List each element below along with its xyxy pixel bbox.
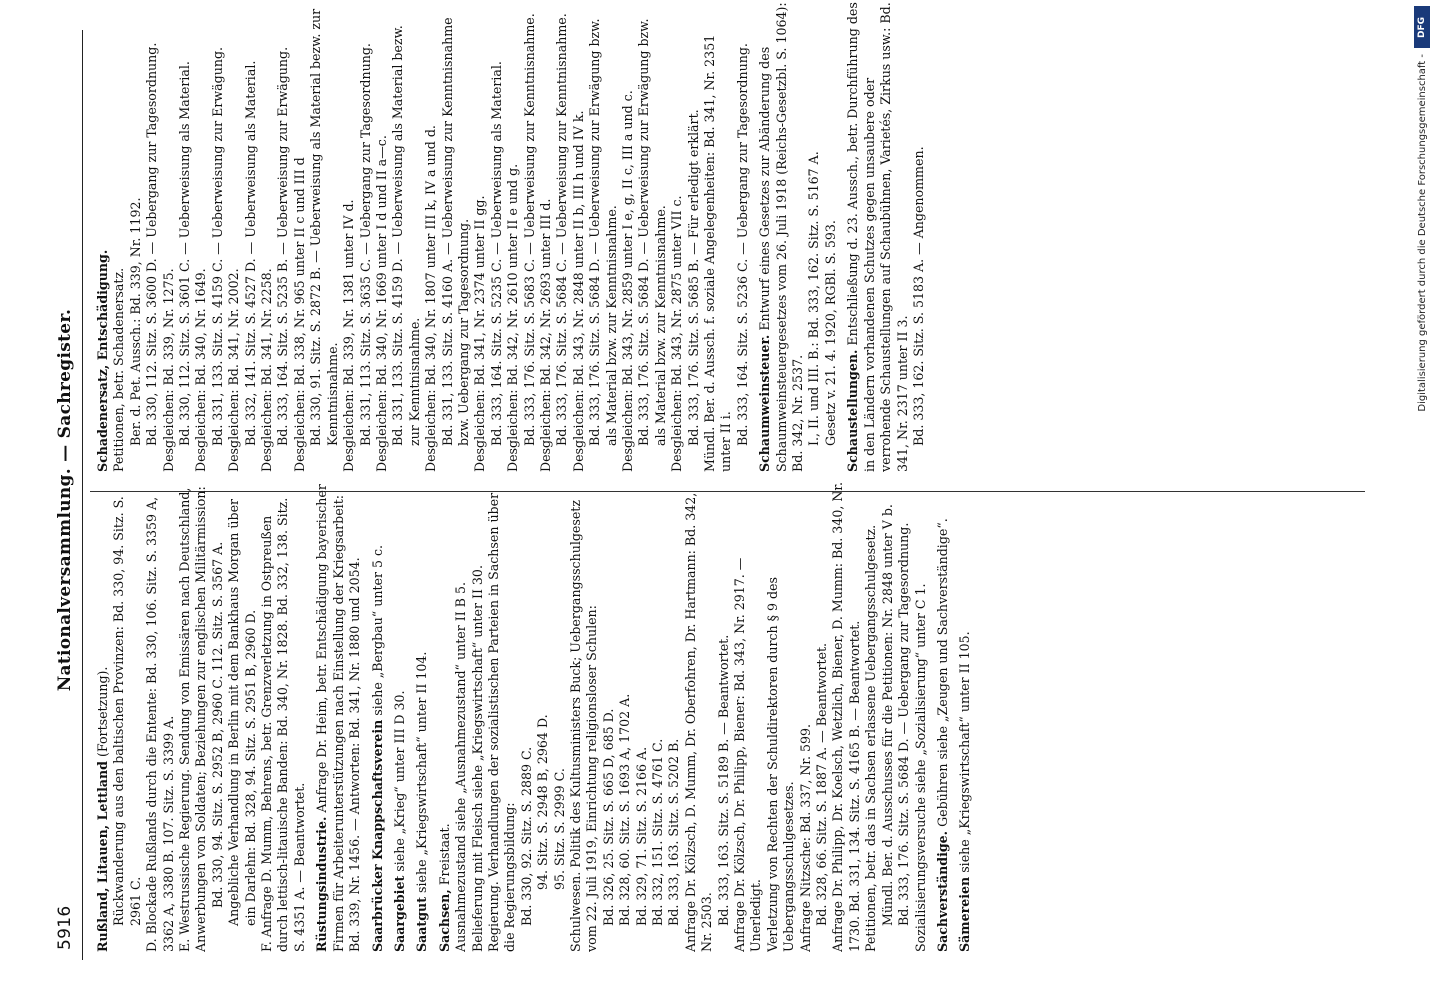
entry-subline: Bd. 333, 176. Sitz. S. 5684 D. — Ueberweisung zur Erwägung bzw. als Material bzw. zur Kenntnisnahme. xyxy=(587,18,619,446)
entry-subline: Desgleichen: Bd. 341, Nr. 2258. xyxy=(259,268,275,472)
entry-keyword: Saarbrücker Knappschaftsverein xyxy=(369,719,385,952)
entry-subline: Desgleichen: Bd. 339, Nr. 1381 unter IV d. xyxy=(341,199,357,472)
entry-text: siehe „Bergbau“ unter 5 c. xyxy=(369,544,385,720)
entry-subline: Bd. 333, 162. Sitz. S. 5183 A. — Angenommen. xyxy=(910,146,926,446)
entry-subline: Rückwanderung aus den baltischen Provinzen: Bd. 330, 94. Sitz. S. 2961 C. xyxy=(111,496,143,926)
entry-subline: Bd. 333, 176. Sitz. S. 5685 B. — Für erledigt erklärt. xyxy=(685,109,701,446)
index-entry xyxy=(95,2,751,472)
entry-subline: Bd. 333, 163. Sitz. S. 5189 B. — Beantwortet. xyxy=(715,634,731,926)
entry-keyword: Schaumweinsteuer. xyxy=(757,334,773,472)
entry-subline: Anfrage Dr. Kölzsch, D. Mumm, Dr. Oberfohren, Dr. Hartmann: Bd. 342, Nr. 2503. xyxy=(682,492,715,952)
entry-text: (Fortsetzung). xyxy=(95,666,110,761)
entry-subline: Bd. 332, 141. Sitz. S. 4527 D. — Ueberweisung als Material. xyxy=(242,60,258,446)
entry-text: siehe „Krieg“ unter III D 30. xyxy=(391,690,407,876)
left-column xyxy=(95,482,1380,952)
index-entry xyxy=(757,2,839,472)
entry-text: siehe „Kriegswirtschaft“ unter II 104. xyxy=(414,651,430,897)
entry-subline: Desgleichen: Bd. 340, Nr. 1649. xyxy=(193,268,209,472)
entry-headline xyxy=(392,482,408,952)
entry-subline: Bd. 333, 164. Sitz. S. 5235 B. — Ueberweisung zur Erwägung. xyxy=(275,46,291,446)
entry-subline: Mündl. Ber. d. Aussch. f. soziale Angelegenheiten: Bd. 341, Nr. 2351 unter II i. xyxy=(702,34,734,472)
entry-subline: Anfrage Nitzsche: Bd. 337, Nr. 599. xyxy=(797,723,813,952)
index-entry xyxy=(935,482,951,952)
entry-headline xyxy=(845,2,911,472)
entry-subline: Petitionen, betr. das in Sachsen erlassene Uebergangsschulgesetz. xyxy=(863,524,879,952)
entry-subline: Bd. 328, 60. Sitz. S. 1693 A, 1702 A. xyxy=(617,693,633,926)
entry-subline: Desgleichen: Bd. 342, Nr. 2610 unter II e und g. xyxy=(505,163,521,472)
entry-subline: Bd. 331, 133. Sitz. S. 4159 D. — Ueberweisung als Material bezw. zur Kenntnisnahme. xyxy=(390,25,422,446)
index-entry xyxy=(95,482,308,952)
entry-headline xyxy=(757,2,806,472)
entry-subline: Petitionen, betr. Schadenersatz. xyxy=(111,267,127,472)
entry-subline: Regierung. Verhandlungen der sozialistischen Parteien in Sachsen über die Regierungsbildung: xyxy=(485,492,518,952)
entry-subline: Bd. 332, 151. Sitz. S. 4761 C. xyxy=(650,738,665,926)
entry-subline: Desgleichen: Bd. 343, Nr. 2875 unter VII c. xyxy=(669,195,685,472)
entry-subline: Angebliche Verhandlung in Berlin mit dem Bankhaus Morgan über ein Darlehn: Bd. 328, 94. Sitz. S. 2951 B, 2960 D. xyxy=(226,498,258,926)
entry-subline: Bd. 329, 71. Sitz. S. 2166 A. xyxy=(633,746,649,926)
entry-subline: 94. Sitz. S. 2948 B, 2964 D. xyxy=(535,714,551,890)
entry-subline: D. Blockade Rußlands durch die Entente: Bd. 330, 106. Sitz. S. 3359 A, 3362 A, 3380 B. 107. Sitz. S. 3399 A. xyxy=(144,496,176,952)
entry-subline: Desgleichen: Bd. 343, Nr. 2848 unter II b, III h und IV k. xyxy=(570,110,586,472)
index-entry xyxy=(314,482,363,952)
entry-subline: Bd. 330, 92. Sitz. S. 2889 C. xyxy=(518,746,534,926)
entry-keyword: Schadenersatz, Entschädigung. xyxy=(95,249,110,472)
entry-subline: Schulwesen. Politik des Kultusministers Buck; Uebergangsschulgesetz vom 22. Juli 1919, Einrichtung religionsloser Schulen: xyxy=(567,500,600,952)
entry-text: Anfrage Dr. Heim, betr. Entschädigung bayerischer Firmen für Arbeiterunterstützungen nach Einstellung der Kriegsarbeit: Bd. 339, Nr. 1456. — Antworten: Bd. 341, Nr. 1880 und 2054. xyxy=(314,484,363,952)
entry-subline: Bd. 333, 176. Sitz. S. 5683 C. — Ueberweisung zur Kenntnisnahme. xyxy=(521,13,537,446)
entry-keyword: Sachverständige. xyxy=(934,830,950,952)
entry-subline: Desgleichen: Bd. 342, Nr. 2693 unter III d. xyxy=(537,198,553,472)
index-entry xyxy=(437,482,929,952)
entry-headline xyxy=(414,482,430,952)
entry-subline: Desgleichen: Bd. 343, Nr. 2859 unter I e, g, II c, III a und c. xyxy=(620,90,635,472)
index-entry xyxy=(414,482,430,952)
entry-subline: Bd. 330, 94. Sitz. S. 2952 B, 2960 C. 112. Sitz. S. 3567 A. xyxy=(209,541,225,908)
header-rule xyxy=(82,30,83,960)
entry-keyword: Sämereien xyxy=(957,876,973,952)
entry-subline: Anfrage Dr. Philipp, Dr. Koelsch, Wetzlich, Biener, D. Mumm: Bd. 340, Nr. 1730. Bd. 331, 134. Sitz. S. 4165 B. — Beantwortet. xyxy=(830,482,862,952)
entry-headline xyxy=(935,482,951,952)
entry-subline: Bd. 331, 133. Sitz. S. 4160 A. — Ueberweisung zur Kenntnisnahme bzw. Uebergang zur Tagesordnung. xyxy=(439,17,471,446)
running-header xyxy=(55,30,85,970)
entry-subline: I., II. und III. B.: Bd. 333, 162. Sitz. S. 5167 A. xyxy=(806,151,822,446)
entry-headline xyxy=(437,482,453,952)
entry-keyword: Rüstungsindustrie. xyxy=(314,816,330,952)
digitization-credit xyxy=(1412,6,1430,996)
entry-subline: Bd. 333, 176. Sitz. S. 5684 D. — Ueberweisung zur Erwägung bzw. als Material bzw. zur Kenntnisnahme. xyxy=(636,18,668,446)
entry-text: siehe „Kriegswirtschaft“ unter II 105. xyxy=(957,631,973,877)
entry-subline: Ber. d. Pet. Aussch.: Bd. 339, Nr. 1192. xyxy=(127,197,143,446)
dfg-logo: DFG xyxy=(1414,6,1430,48)
entry-subline: E. Westrussische Regierung. Sendung von Emissären nach Deutschland, Anwerbungen von Soldaten; Beziehungen zur englischen Militärmission: xyxy=(177,486,209,952)
entry-subline: Bd. 333, 163. Sitz. S. 5202 B. xyxy=(666,738,682,926)
index-entry xyxy=(370,482,386,952)
entry-subline: Bd. 330, 112. Sitz. S. 3600 D. — Uebergang zur Tagesordnung. xyxy=(144,42,160,446)
entry-subline: Ausnahmezustand siehe „Ausnahmezustand“ unter II B 5. xyxy=(453,582,469,952)
entry-subline: Mündl. Ber. d. Ausschusses für die Petitionen: Nr. 2848 unter V b. xyxy=(879,504,895,926)
entry-subline: Bd. 331, 113. Sitz. S. 3635 C. — Uebergang zur Tagesordnung. xyxy=(357,43,373,446)
entry-subline: Gesetz v. 21. 4. 1920, RGBl. S. 593. xyxy=(822,220,838,446)
entry-subline: Desgleichen: Bd. 341, Nr. 2374 unter II gg. xyxy=(472,195,488,472)
entry-text: Freistaat. xyxy=(436,823,452,890)
index-entry xyxy=(845,2,927,472)
entry-keyword: Schaustellungen. xyxy=(845,349,861,472)
entry-subline: Bd. 326, 25. Sitz. S. 665 D, 685 D. xyxy=(600,708,616,926)
entry-keyword: Rußland, Litauen, Lettland xyxy=(95,761,110,952)
entry-headline xyxy=(314,482,363,952)
entry-subline: Desgleichen: Bd. 338, Nr. 965 unter II c und III d xyxy=(291,157,307,472)
entry-subline: Desgleichen: Bd. 340, Nr. 1669 unter I d und II a—c. xyxy=(373,135,389,472)
entry-headline xyxy=(95,482,111,952)
entry-subline: F. Anfrage D. Mumm, Behrens, betr. Grenzverletzung in Ostpreußen durch lettisch-litauische Banden: Bd. 340, Nr. 1828. Bd. 332, 138. Sitz. S. 4351 A. — Beantwortet. xyxy=(259,497,307,952)
page-title: Nationalversammlung. — Sachregister. xyxy=(55,308,75,692)
entry-subline: Desgleichen: Bd. 340, Nr. 1807 unter III k, IV a und d. xyxy=(423,125,439,472)
entry-subline: Sozialisierungsversuche siehe „Sozialisierung“ unter C 1. xyxy=(912,583,928,952)
entry-subline: Bd. 328, 66. Sitz. S. 1887 A. — Beantwortet. xyxy=(814,642,830,926)
entry-subline: Bd. 333, 176. Sitz. S. 5684 D. — Uebergang zur Tagesordnung. xyxy=(896,522,912,926)
entry-keyword: Saargebiet xyxy=(391,875,407,952)
credit-text: Digitalisierung gefördert durch die Deutsche Forschungsgemeinschaft - xyxy=(1417,54,1428,412)
entry-text: Gebühren siehe „Zeugen und Sachverständige“. xyxy=(934,518,950,831)
entry-headline xyxy=(370,482,386,952)
index-entry xyxy=(957,482,973,952)
page-number: 5916 xyxy=(55,905,75,950)
entry-subline: Bd. 333, 176. Sitz. S. 5684 C. — Ueberweisung zur Kenntnisnahme. xyxy=(554,13,570,446)
entry-text: Entschließung d. 23. Aussch., betr. Durchführung des in den Ländern vorhandenen Schutzes gegen unsaubere oder verrohende Schaustellungen auf Schaubühnen, Varietés, Zirkus usw.: Bd. 341, Nr. 2317 unter II 3. xyxy=(845,2,910,472)
entry-subline: Anfrage Dr. Kölzsch, Dr. Philipp, Biener: Bd. 343, Nr. 2917. — Unerledigt. xyxy=(732,557,764,952)
entry-subline: Desgleichen: Bd. 341, Nr. 2002. xyxy=(226,268,242,472)
right-column xyxy=(95,2,1380,472)
index-entry xyxy=(392,482,408,952)
entry-subline: 95. Sitz. S. 2999 C. xyxy=(551,768,567,890)
entry-headline xyxy=(95,2,111,472)
entry-subline: Bd. 330, 91. Sitz. S. 2872 B. — Ueberweisung als Material bezw. zur Kenntnisnahme. xyxy=(308,8,340,446)
entry-subline: Belieferung mit Fleisch siehe „Kriegswirtschaft“ unter II 30. xyxy=(469,565,485,952)
entry-keyword: Sachsen, xyxy=(436,889,452,952)
entry-text: Entwurf eines Gesetzes zur Abänderung des Schaumweinsteuergesetzes vom 26. Juli 1918 (Reichs-Gesetzbl. S. 1064): Bd. 342, Nr. 2537. xyxy=(757,2,806,472)
entry-keyword: Saatgut xyxy=(414,896,430,952)
entry-subline: Bd. 331, 133. Sitz. S. 4159 C. — Ueberweisung zur Erwägung. xyxy=(209,46,225,446)
entry-subline: Bd. 330, 112. Sitz. S. 3601 C. — Ueberweisung als Material. xyxy=(177,61,193,446)
entry-subline: Bd. 333, 164. Sitz. S. 5235 C. — Ueberweisung als Material. xyxy=(488,61,504,446)
entry-subline: Desgleichen: Bd. 339, Nr. 1275. xyxy=(160,268,176,472)
entry-headline xyxy=(957,482,973,952)
entry-subline: Bd. 333, 164. Sitz. S. 5236 C. — Uebergang zur Tagesordnung. xyxy=(734,43,750,446)
entry-subline: Verletzung von Rechten der Schuldirektoren durch § 9 des Uebergangsschulgesetzes. xyxy=(764,577,797,952)
